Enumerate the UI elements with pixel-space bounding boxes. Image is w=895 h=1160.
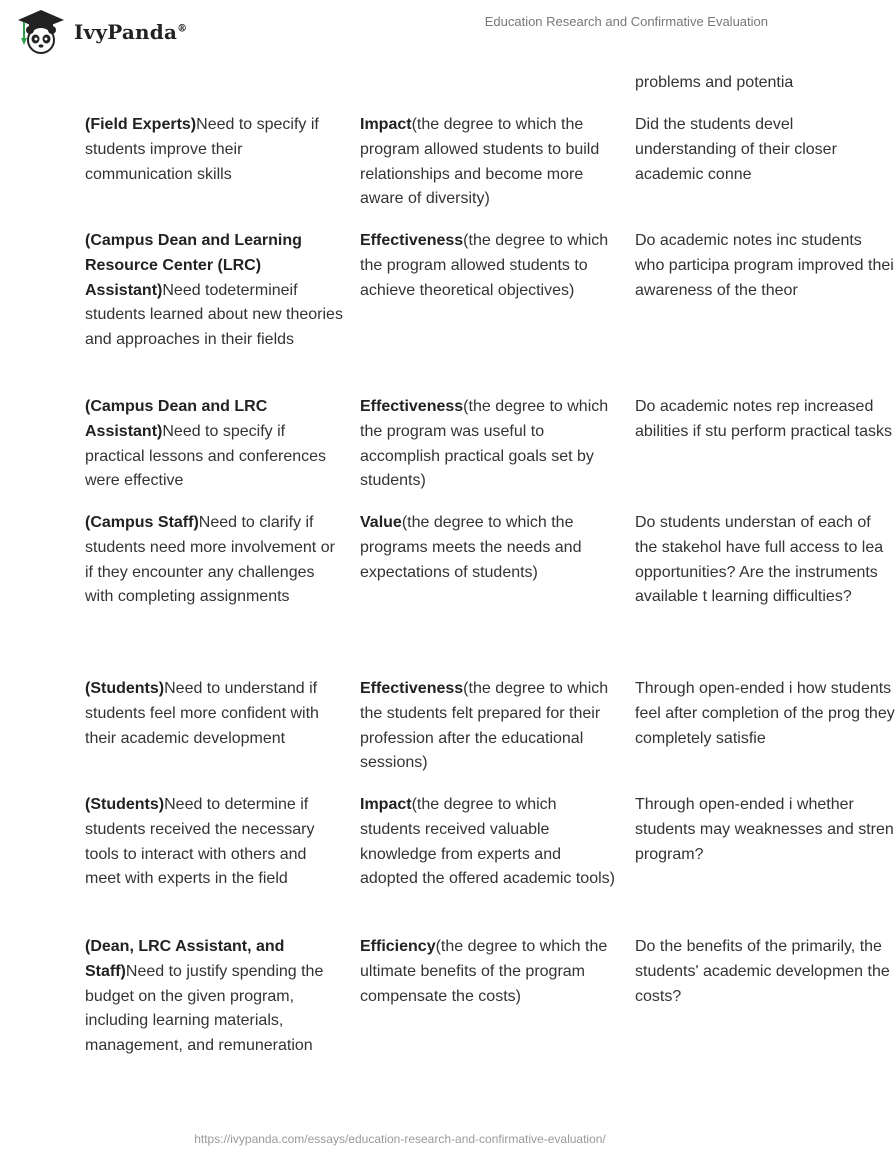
table-cell-question-continued: problems and potentia <box>635 74 794 91</box>
table-cell-criterion: Impact(the degree to which the program allowed students to build relationships and become more aware of diversity) <box>360 116 600 208</box>
table-cell-question: Do students understan of each of the stakehol have full access to lea opportunities? Are the instruments available t learning difficulties? <box>635 514 884 606</box>
table-cell-question: Through open-ended i how students feel after completion of the prog they completely satisfie <box>635 680 895 747</box>
table-cell-stakeholder: (Dean, LRC Assistant, and Staff)Need to justify spending the budget on the given program, including learning materials, management, and remuneration <box>85 938 324 1055</box>
table-cell-stakeholder: (Students)Need to understand if students feel more confident with their academic development <box>85 680 319 747</box>
table-cell-stakeholder: (Students)Need to determine if students received the necessary tools to interact with others and meet with experts in the field <box>85 796 315 888</box>
table-cell-stakeholder: (Field Experts)Need to specify if students improve their communication skills <box>85 116 319 183</box>
brand-name: IvyPanda® <box>74 20 188 44</box>
table-cell-criterion: Effectiveness(the degree to which the program allowed students to achieve theoretical objectives) <box>360 232 609 299</box>
table-cell-stakeholder: (Campus Staff)Need to clarify if students need more involvement or if they encounter any challenges with completing assignments <box>85 514 335 606</box>
document-title: Education Research and Confirmative Evaluation <box>484 14 768 29</box>
table-cell-question: Through open-ended i whether students may weaknesses and stren program? <box>635 796 894 863</box>
table-cell-stakeholder: (Campus Dean and Learning Resource Center (LRC) Assistant)Need todetermineif students learned about new theories and approaches in their fields <box>85 232 343 349</box>
table-cell-stakeholder: (Campus Dean and LRC Assistant)Need to specify if practical lessons and conferences were effective <box>85 398 327 490</box>
table-cell-question: Do the benefits of the primarily, the students' academic developmen the costs? <box>635 938 890 1005</box>
table-cell-question: Did the students devel understanding of their closer academic conne <box>635 116 837 183</box>
table-cell-question: Do academic notes inc students who participa program improved thei awareness of the theor <box>635 232 894 299</box>
table-cell-question: Do academic notes rep increased abilities if stu perform practical tasks <box>635 398 892 440</box>
table-cell-criterion: Effectiveness(the degree to which the program was useful to accomplish practical goals set by students) <box>360 398 609 490</box>
table-cell-criterion: Value(the degree to which the programs meets the needs and expectations of students) <box>360 514 582 581</box>
table-cell-criterion: Efficiency(the degree to which the ultimate benefits of the program compensate the costs) <box>360 938 608 1005</box>
footer-url[interactable]: https://ivypanda.com/essays/education-research-and-confirmative-evaluation/ <box>194 1132 606 1146</box>
table-cell-criterion: Impact(the degree to which students received valuable knowledge from experts and adopted the offered academic tools) <box>360 796 615 888</box>
table-cell-criterion: Effectiveness(the degree to which the students felt prepared for their profession after the educational sessions) <box>360 680 609 772</box>
